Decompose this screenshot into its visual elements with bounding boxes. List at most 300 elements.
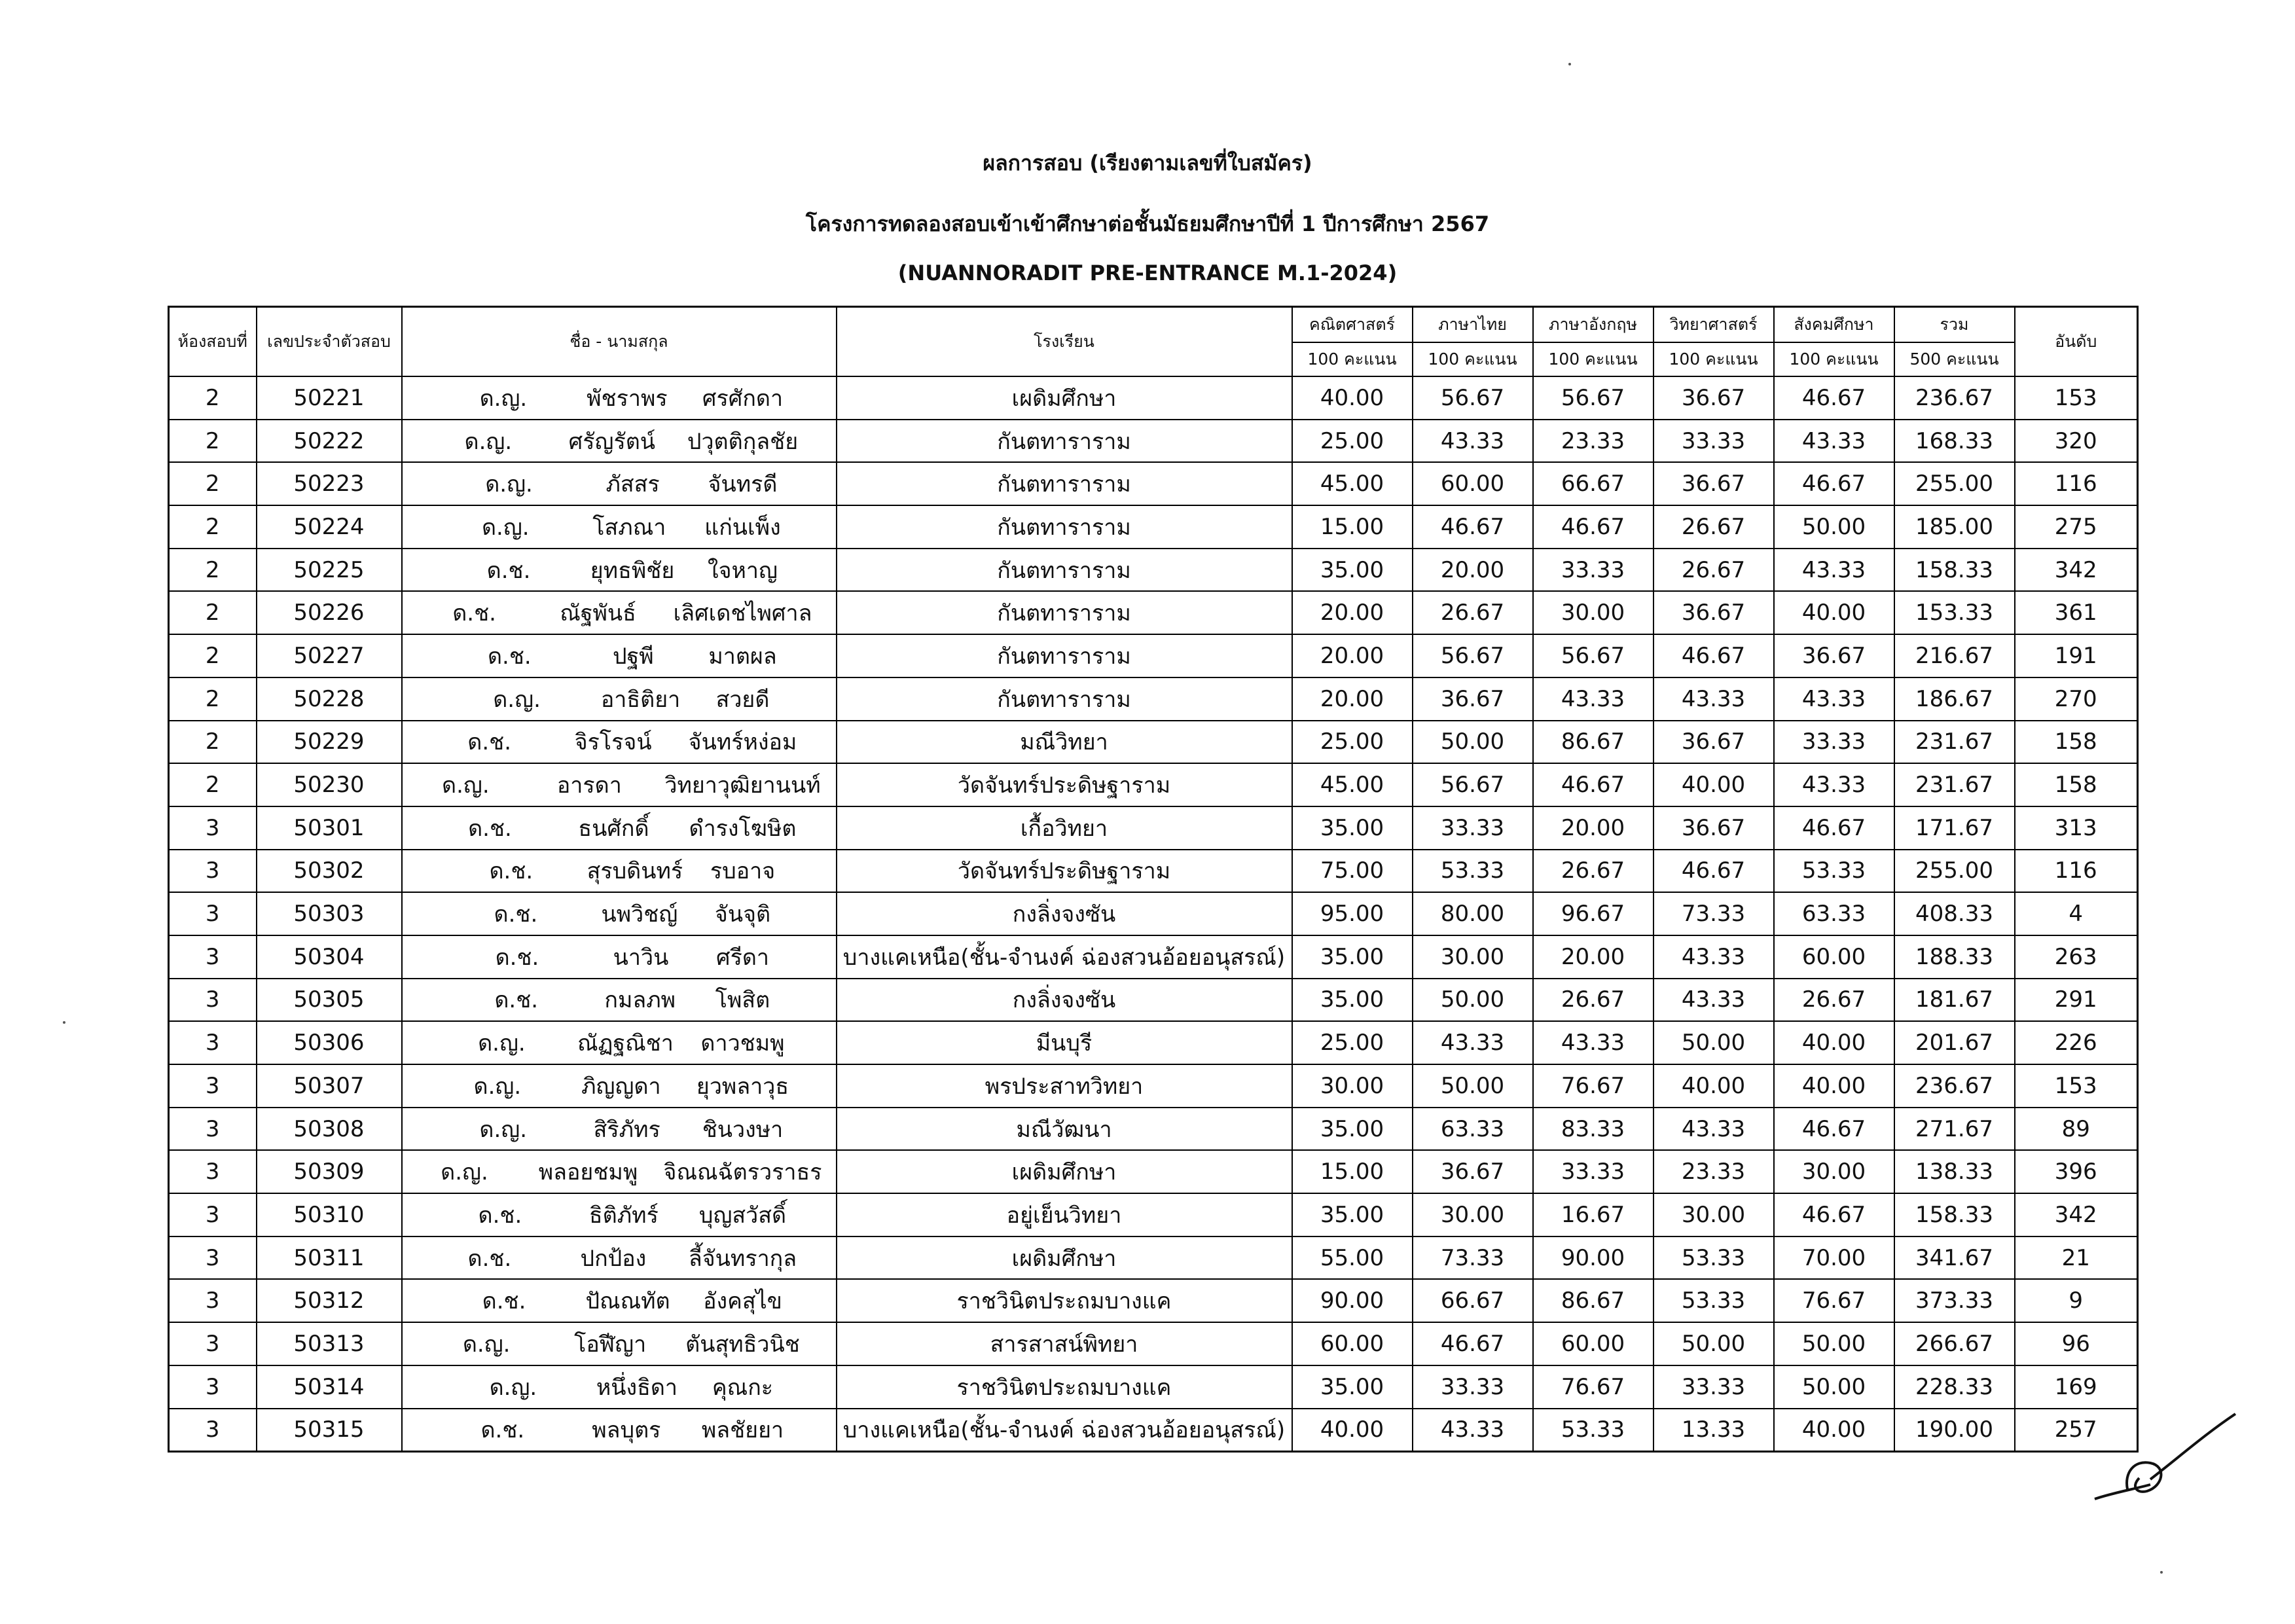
cell-name xyxy=(402,634,837,677)
cell-english: 30.00 xyxy=(1533,591,1653,634)
cell-exam-id: 50308 xyxy=(257,1108,402,1151)
cell-total: 153.33 xyxy=(1894,591,2015,634)
cell-rank: 313 xyxy=(2015,806,2138,850)
name-prefix: ด.ญ. xyxy=(489,1374,537,1401)
cell-english: 56.67 xyxy=(1533,376,1653,420)
table-row xyxy=(169,505,2138,549)
cell-exam-id: 50309 xyxy=(257,1150,402,1193)
cell-room: 2 xyxy=(169,376,257,420)
first-name: โสภณา xyxy=(592,514,666,541)
first-name: โอฬีญา xyxy=(574,1331,647,1358)
cell-thai: 66.67 xyxy=(1413,1279,1533,1322)
cell-name xyxy=(402,806,837,850)
cell-room: 3 xyxy=(169,1322,257,1365)
cell-social: 50.00 xyxy=(1774,505,1894,549)
cell-math: 35.00 xyxy=(1292,1108,1413,1151)
first-name: ภิญญดา xyxy=(581,1073,661,1100)
first-name: ศรัญรัตน์ xyxy=(568,428,656,455)
cell-total: 341.67 xyxy=(1894,1236,2015,1280)
cell-room: 3 xyxy=(169,1365,257,1409)
cell-school: เกื้อวิทยา xyxy=(837,806,1292,850)
cell-english: 33.33 xyxy=(1533,1150,1653,1193)
cell-room: 3 xyxy=(169,1409,257,1452)
cell-social: 46.67 xyxy=(1774,1193,1894,1236)
cell-science: 53.33 xyxy=(1653,1279,1774,1322)
name-prefix: ด.ช. xyxy=(467,1245,512,1272)
cell-english: 26.67 xyxy=(1533,850,1653,893)
cell-math: 45.00 xyxy=(1292,462,1413,505)
cell-thai: 56.67 xyxy=(1413,376,1533,420)
cell-rank: 21 xyxy=(2015,1236,2138,1280)
cell-english: 76.67 xyxy=(1533,1365,1653,1409)
table-row xyxy=(169,721,2138,764)
cell-thai: 26.67 xyxy=(1413,591,1533,634)
last-name: จันทรดี xyxy=(708,471,778,498)
cell-name xyxy=(402,420,837,463)
cell-social: 43.33 xyxy=(1774,549,1894,592)
cell-total: 188.33 xyxy=(1894,935,2015,979)
cell-social: 76.67 xyxy=(1774,1279,1894,1322)
cell-name xyxy=(402,1236,837,1280)
cell-thai: 43.33 xyxy=(1413,1409,1533,1452)
cell-exam-id: 50306 xyxy=(257,1021,402,1064)
cell-math: 40.00 xyxy=(1292,1409,1413,1452)
cell-school: กันตทาราราม xyxy=(837,462,1292,505)
first-name: กมลภพ xyxy=(604,987,676,1014)
project-title: โครงการทดลองสอบเข้าเข้าศึกษาต่อชั้นมัธยมศึกษาปีที่ 1 ปีการศึกษา 2567 xyxy=(805,211,1490,236)
cell-social: 53.33 xyxy=(1774,850,1894,893)
table-row xyxy=(169,1279,2138,1322)
cell-room: 2 xyxy=(169,505,257,549)
cell-school: เผดิมศึกษา xyxy=(837,1150,1292,1193)
cell-science: 36.67 xyxy=(1653,376,1774,420)
cell-math: 20.00 xyxy=(1292,634,1413,677)
cell-science: 33.33 xyxy=(1653,1365,1774,1409)
cell-math: 35.00 xyxy=(1292,1193,1413,1236)
table-row xyxy=(169,1021,2138,1064)
name-prefix: ด.ญ. xyxy=(441,1159,488,1186)
cell-exam-id: 50301 xyxy=(257,806,402,850)
cell-science: 46.67 xyxy=(1653,634,1774,677)
cell-math: 20.00 xyxy=(1292,591,1413,634)
name-prefix: ด.ช. xyxy=(495,944,539,971)
name-prefix: ด.ช. xyxy=(494,901,538,928)
cell-total: 255.00 xyxy=(1894,462,2015,505)
last-name: คุณกะ xyxy=(712,1374,774,1401)
cell-exam-id: 50226 xyxy=(257,591,402,634)
header-max-math: 100 คะแนน xyxy=(1292,342,1413,376)
table-row xyxy=(169,1365,2138,1409)
cell-name xyxy=(402,1322,837,1365)
cell-school: กันตทาราราม xyxy=(837,505,1292,549)
last-name: บุญสวัสดิ์ xyxy=(698,1202,787,1229)
name-prefix: ด.ช. xyxy=(468,815,512,842)
first-name: ธนศักดิ์ xyxy=(578,815,649,842)
cell-rank: 263 xyxy=(2015,935,2138,979)
cell-name xyxy=(402,935,837,979)
cell-school: เผดิมศึกษา xyxy=(837,376,1292,420)
cell-total: 158.33 xyxy=(1894,549,2015,592)
first-name: ปกป้อง xyxy=(580,1245,647,1272)
name-prefix: ด.ช. xyxy=(494,987,539,1014)
first-name: ยุทธพิชัย xyxy=(590,557,675,584)
cell-science: 43.33 xyxy=(1653,677,1774,721)
name-prefix: ด.ญ. xyxy=(464,428,513,455)
cell-science: 33.33 xyxy=(1653,420,1774,463)
cell-thai: 46.67 xyxy=(1413,505,1533,549)
cell-social: 40.00 xyxy=(1774,591,1894,634)
cell-room: 2 xyxy=(169,591,257,634)
cell-english: 66.67 xyxy=(1533,462,1653,505)
header-science: วิทยาศาสตร์ xyxy=(1653,307,1774,343)
name-prefix: ด.ญ. xyxy=(493,686,541,713)
first-name: อาธิติยา xyxy=(600,686,681,713)
cell-english: 46.67 xyxy=(1533,505,1653,549)
cell-room: 2 xyxy=(169,634,257,677)
cell-room: 3 xyxy=(169,1064,257,1108)
table-row xyxy=(169,677,2138,721)
first-name: พัชราพร xyxy=(587,385,668,412)
cell-exam-id: 50224 xyxy=(257,505,402,549)
cell-school: ราชวินิตประถมบางแค xyxy=(837,1365,1292,1409)
cell-english: 43.33 xyxy=(1533,677,1653,721)
cell-thai: 43.33 xyxy=(1413,420,1533,463)
cell-rank: 9 xyxy=(2015,1279,2138,1322)
table-row xyxy=(169,806,2138,850)
cell-thai: 53.33 xyxy=(1413,850,1533,893)
cell-school: กันตทาราราม xyxy=(837,420,1292,463)
cell-english: 96.67 xyxy=(1533,892,1653,935)
cell-total: 171.67 xyxy=(1894,806,2015,850)
header-social: สังคมศึกษา xyxy=(1774,307,1894,343)
cell-social: 63.33 xyxy=(1774,892,1894,935)
cell-school: กงลิ่งจงซัน xyxy=(837,892,1292,935)
cell-social: 40.00 xyxy=(1774,1064,1894,1108)
cell-science: 43.33 xyxy=(1653,935,1774,979)
cell-exam-id: 50302 xyxy=(257,850,402,893)
cell-school: กันตทาราราม xyxy=(837,549,1292,592)
cell-school: วัดจันทร์ประดิษฐาราม xyxy=(837,850,1292,893)
cell-rank: 116 xyxy=(2015,850,2138,893)
cell-social: 46.67 xyxy=(1774,376,1894,420)
cell-english: 83.33 xyxy=(1533,1108,1653,1151)
cell-social: 70.00 xyxy=(1774,1236,1894,1280)
cell-rank: 96 xyxy=(2015,1322,2138,1365)
cell-name xyxy=(402,892,837,935)
cell-school: กันตทาราราม xyxy=(837,634,1292,677)
cell-school: กันตทาราราม xyxy=(837,591,1292,634)
last-name: ยุวพลาวุธ xyxy=(696,1073,789,1100)
first-name: สิริภัทร xyxy=(593,1116,660,1143)
cell-social: 43.33 xyxy=(1774,420,1894,463)
cell-exam-id: 50313 xyxy=(257,1322,402,1365)
cell-exam-id: 50314 xyxy=(257,1365,402,1409)
last-name: วิทยาวุฒิยานนท์ xyxy=(664,772,821,799)
cell-exam-id: 50221 xyxy=(257,376,402,420)
last-name: จันทร์หง่อม xyxy=(688,729,797,756)
cell-math: 15.00 xyxy=(1292,1150,1413,1193)
cell-science: 50.00 xyxy=(1653,1322,1774,1365)
table-row xyxy=(169,591,2138,634)
cell-thai: 33.33 xyxy=(1413,806,1533,850)
cell-room: 3 xyxy=(169,806,257,850)
signature-mark xyxy=(2088,1401,2239,1506)
cell-room: 2 xyxy=(169,721,257,764)
cell-rank: 275 xyxy=(2015,505,2138,549)
cell-room: 3 xyxy=(169,1150,257,1193)
cell-exam-id: 50222 xyxy=(257,420,402,463)
last-name: ลี้จันทรากุล xyxy=(688,1245,797,1272)
cell-english: 20.00 xyxy=(1533,935,1653,979)
results-table xyxy=(168,306,2139,1453)
cell-name xyxy=(402,1409,837,1452)
cell-thai: 80.00 xyxy=(1413,892,1533,935)
cell-room: 2 xyxy=(169,677,257,721)
cell-rank: 191 xyxy=(2015,634,2138,677)
cell-school: กันตทาราราม xyxy=(837,677,1292,721)
header-name: ชื่อ - นามสกุล xyxy=(402,307,837,377)
cell-exam-id: 50310 xyxy=(257,1193,402,1236)
cell-school: มีนบุรี xyxy=(837,1021,1292,1064)
cell-science: 40.00 xyxy=(1653,1064,1774,1108)
cell-math: 40.00 xyxy=(1292,376,1413,420)
cell-rank: 4 xyxy=(2015,892,2138,935)
cell-room: 2 xyxy=(169,462,257,505)
cell-name xyxy=(402,1365,837,1409)
cell-english: 26.67 xyxy=(1533,979,1653,1022)
cell-rank: 89 xyxy=(2015,1108,2138,1151)
name-prefix: ด.ช. xyxy=(480,1417,525,1444)
cell-name xyxy=(402,1021,837,1064)
last-name: อังคสุไข xyxy=(703,1288,782,1315)
cell-name xyxy=(402,376,837,420)
cell-exam-id: 50228 xyxy=(257,677,402,721)
first-name: จิรโรจน์ xyxy=(574,729,652,756)
cell-room: 3 xyxy=(169,1193,257,1236)
cell-name xyxy=(402,979,837,1022)
cell-total: 408.33 xyxy=(1894,892,2015,935)
name-prefix: ด.ช. xyxy=(482,1288,526,1315)
cell-english: 43.33 xyxy=(1533,1021,1653,1064)
cell-school: มณีวิทยา xyxy=(837,721,1292,764)
cell-room: 2 xyxy=(169,763,257,806)
cell-thai: 50.00 xyxy=(1413,979,1533,1022)
cell-rank: 342 xyxy=(2015,1193,2138,1236)
last-name: ดาวชมพู xyxy=(700,1030,785,1057)
cell-social: 30.00 xyxy=(1774,1150,1894,1193)
last-name: รบอาจ xyxy=(710,858,776,885)
name-prefix: ด.ช. xyxy=(487,643,532,670)
cell-science: 30.00 xyxy=(1653,1193,1774,1236)
cell-thai: 56.67 xyxy=(1413,634,1533,677)
cell-rank: 158 xyxy=(2015,763,2138,806)
cell-school: อยู่เย็นวิทยา xyxy=(837,1193,1292,1236)
header-total: รวม xyxy=(1894,307,2015,343)
cell-thai: 46.67 xyxy=(1413,1322,1533,1365)
cell-science: 13.33 xyxy=(1653,1409,1774,1452)
cell-room: 2 xyxy=(169,549,257,592)
scan-speck xyxy=(1568,63,1571,65)
table-row xyxy=(169,1064,2138,1108)
header-thai: ภาษาไทย xyxy=(1413,307,1533,343)
cell-science: 50.00 xyxy=(1653,1021,1774,1064)
table-row xyxy=(169,1150,2138,1193)
cell-thai: 50.00 xyxy=(1413,721,1533,764)
cell-social: 46.67 xyxy=(1774,1108,1894,1151)
cell-science: 43.33 xyxy=(1653,979,1774,1022)
name-prefix: ด.ช. xyxy=(486,557,531,584)
cell-exam-id: 50312 xyxy=(257,1279,402,1322)
cell-social: 46.67 xyxy=(1774,806,1894,850)
cell-science: 46.67 xyxy=(1653,850,1774,893)
cell-english: 16.67 xyxy=(1533,1193,1653,1236)
cell-name xyxy=(402,850,837,893)
cell-total: 158.33 xyxy=(1894,1193,2015,1236)
cell-exam-id: 50303 xyxy=(257,892,402,935)
last-name: ชินวงษา xyxy=(702,1116,784,1143)
cell-school: กงลิ่งจงซัน xyxy=(837,979,1292,1022)
cell-thai: 33.33 xyxy=(1413,1365,1533,1409)
cell-math: 95.00 xyxy=(1292,892,1413,935)
cell-rank: 226 xyxy=(2015,1021,2138,1064)
cell-english: 90.00 xyxy=(1533,1236,1653,1280)
last-name: ศรศักดา xyxy=(702,385,784,412)
cell-english: 86.67 xyxy=(1533,1279,1653,1322)
name-prefix: ด.ญ. xyxy=(462,1331,511,1358)
table-row xyxy=(169,1108,2138,1151)
cell-name xyxy=(402,591,837,634)
cell-math: 90.00 xyxy=(1292,1279,1413,1322)
table-row xyxy=(169,634,2138,677)
cell-total: 373.33 xyxy=(1894,1279,2015,1322)
cell-social: 60.00 xyxy=(1774,935,1894,979)
cell-name xyxy=(402,549,837,592)
cell-rank: 320 xyxy=(2015,420,2138,463)
cell-room: 3 xyxy=(169,1279,257,1322)
header-max-thai: 100 คะแนน xyxy=(1413,342,1533,376)
cell-science: 26.67 xyxy=(1653,549,1774,592)
cell-room: 3 xyxy=(169,1021,257,1064)
cell-rank: 153 xyxy=(2015,1064,2138,1108)
last-name: จิณณฉัตรวราธร xyxy=(663,1159,822,1186)
cell-school: ราชวินิตประถมบางแค xyxy=(837,1279,1292,1322)
cell-name xyxy=(402,1064,837,1108)
first-name: ปัณณทัต xyxy=(585,1288,670,1315)
table-row xyxy=(169,979,2138,1022)
cell-total: 190.00 xyxy=(1894,1409,2015,1452)
cell-school: สารสาสน์พิทยา xyxy=(837,1322,1292,1365)
last-name: เลิศเดชไพศาล xyxy=(673,600,812,627)
cell-name xyxy=(402,721,837,764)
cell-thai: 30.00 xyxy=(1413,935,1533,979)
cell-thai: 60.00 xyxy=(1413,462,1533,505)
last-name: สวยดี xyxy=(715,686,770,713)
first-name: ปฐพี xyxy=(612,643,654,670)
header-exam-id: เลขประจำตัวสอบ xyxy=(257,307,402,377)
cell-exam-id: 50305 xyxy=(257,979,402,1022)
cell-total: 181.67 xyxy=(1894,979,2015,1022)
cell-english: 33.33 xyxy=(1533,549,1653,592)
last-name: ศรีดา xyxy=(715,944,769,971)
cell-name xyxy=(402,1150,837,1193)
cell-total: 266.67 xyxy=(1894,1322,2015,1365)
cell-thai: 43.33 xyxy=(1413,1021,1533,1064)
name-prefix: ด.ญ. xyxy=(478,1030,526,1057)
name-prefix: ด.ญ. xyxy=(481,514,530,541)
cell-thai: 36.67 xyxy=(1413,677,1533,721)
cell-rank: 342 xyxy=(2015,549,2138,592)
cell-science: 40.00 xyxy=(1653,763,1774,806)
scan-speck xyxy=(2160,1571,2163,1574)
cell-name xyxy=(402,462,837,505)
results-body xyxy=(169,376,2138,1451)
page-title: ผลการสอบ (เรียงตามเลขที่ใบสมัคร) xyxy=(983,151,1312,175)
name-prefix: ด.ญ. xyxy=(485,471,533,498)
cell-social: 26.67 xyxy=(1774,979,1894,1022)
cell-math: 35.00 xyxy=(1292,549,1413,592)
cell-room: 3 xyxy=(169,1236,257,1280)
last-name: โพสิต xyxy=(715,987,770,1014)
cell-exam-id: 50315 xyxy=(257,1409,402,1452)
name-prefix: ด.ช. xyxy=(467,729,512,756)
cell-social: 40.00 xyxy=(1774,1021,1894,1064)
cell-thai: 20.00 xyxy=(1413,549,1533,592)
cell-english: 20.00 xyxy=(1533,806,1653,850)
header-english: ภาษาอังกฤษ xyxy=(1533,307,1653,343)
table-row xyxy=(169,1409,2138,1452)
table-row xyxy=(169,1322,2138,1365)
table-row xyxy=(169,892,2138,935)
first-name: อารดา xyxy=(556,772,622,799)
first-name: ธิติภัทร์ xyxy=(588,1202,659,1229)
table-row xyxy=(169,549,2138,592)
cell-math: 35.00 xyxy=(1292,979,1413,1022)
project-subtitle: (NUANNORADIT PRE-ENTRANCE M.1-2024) xyxy=(897,261,1398,285)
cell-rank: 116 xyxy=(2015,462,2138,505)
cell-thai: 63.33 xyxy=(1413,1108,1533,1151)
cell-english: 53.33 xyxy=(1533,1409,1653,1452)
cell-science: 73.33 xyxy=(1653,892,1774,935)
cell-social: 33.33 xyxy=(1774,721,1894,764)
cell-rank: 153 xyxy=(2015,376,2138,420)
cell-total: 255.00 xyxy=(1894,850,2015,893)
cell-social: 43.33 xyxy=(1774,763,1894,806)
cell-school: มณีวัฒนา xyxy=(837,1108,1292,1151)
cell-math: 45.00 xyxy=(1292,763,1413,806)
cell-total: 271.67 xyxy=(1894,1108,2015,1151)
cell-thai: 73.33 xyxy=(1413,1236,1533,1280)
cell-total: 216.67 xyxy=(1894,634,2015,677)
table-row xyxy=(169,763,2138,806)
cell-name xyxy=(402,1279,837,1322)
last-name: ดำรงโฆษิต xyxy=(689,815,797,842)
cell-math: 25.00 xyxy=(1292,721,1413,764)
cell-science: 26.67 xyxy=(1653,505,1774,549)
cell-room: 3 xyxy=(169,850,257,893)
name-prefix: ด.ช. xyxy=(478,1202,522,1229)
cell-social: 50.00 xyxy=(1774,1322,1894,1365)
first-name: พลบุตร xyxy=(592,1417,661,1444)
last-name: แก่นเพ็ง xyxy=(704,514,781,541)
cell-science: 36.67 xyxy=(1653,462,1774,505)
first-name: นพวิชญ์ xyxy=(601,901,678,928)
cell-social: 46.67 xyxy=(1774,462,1894,505)
cell-exam-id: 50307 xyxy=(257,1064,402,1108)
cell-thai: 30.00 xyxy=(1413,1193,1533,1236)
cell-total: 231.67 xyxy=(1894,763,2015,806)
cell-rank: 270 xyxy=(2015,677,2138,721)
table-row xyxy=(169,376,2138,420)
